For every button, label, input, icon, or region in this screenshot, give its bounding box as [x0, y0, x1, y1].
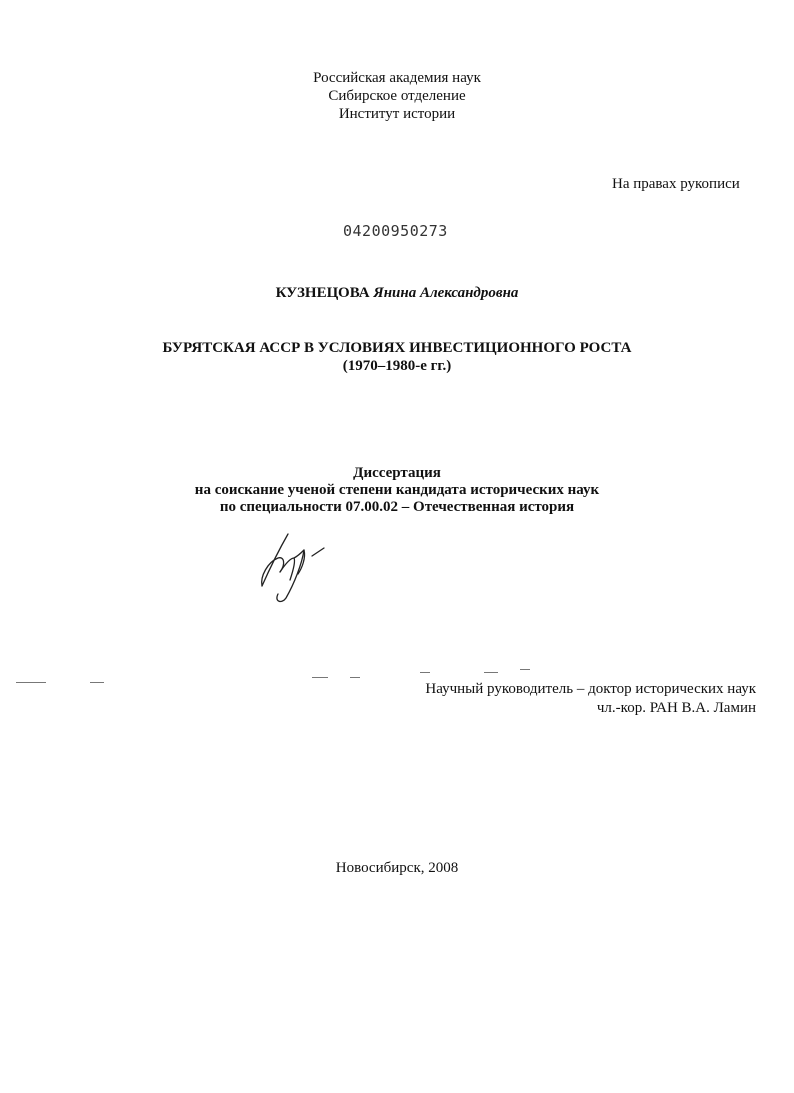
author-surname: КУЗНЕЦОВА [275, 285, 370, 301]
author-name [0, 285, 794, 302]
scan-artifact-dash [520, 669, 530, 670]
dissertation-degree-line: на соискание ученой степени кандидата исторических наук [194, 482, 600, 498]
scientific-advisor-line-1: Научный руководитель – доктор исторических наук [425, 681, 756, 697]
city-year: Новосибирск, 2008 [335, 860, 459, 876]
dissertation-specialty-line: по специальности 07.00.02 – Отечественная история [219, 499, 575, 515]
scan-artifact-dash [90, 682, 104, 683]
manuscript-rights-note: На правах рукописи [612, 176, 740, 192]
org-line-academy: Российская академия наук [313, 70, 481, 86]
dissertation-title-line-2: (1970–1980-е гг.) [342, 358, 452, 374]
dissertation-heading: Диссертация [353, 465, 441, 481]
org-line-institute: Институт истории [338, 106, 456, 122]
scan-artifact-dash [420, 672, 430, 673]
org-line-branch: Сибирское отделение [328, 88, 466, 104]
scan-artifact-dash [16, 682, 46, 683]
author-given-names: Янина Александровна [373, 285, 519, 301]
handwritten-signature [250, 528, 340, 608]
scientific-advisor-line-2: чл.-кор. РАН В.А. Ламин [596, 700, 756, 716]
registration-stamp-number: 04200950273 [343, 222, 448, 240]
scan-artifact-dash [350, 677, 360, 678]
dissertation-title-line-1: БУРЯТСКАЯ АССР В УСЛОВИЯХ ИНВЕСТИЦИОННОГО РОСТА [162, 340, 632, 356]
scan-artifact-dash [312, 677, 328, 678]
scan-artifact-dash [484, 672, 498, 673]
